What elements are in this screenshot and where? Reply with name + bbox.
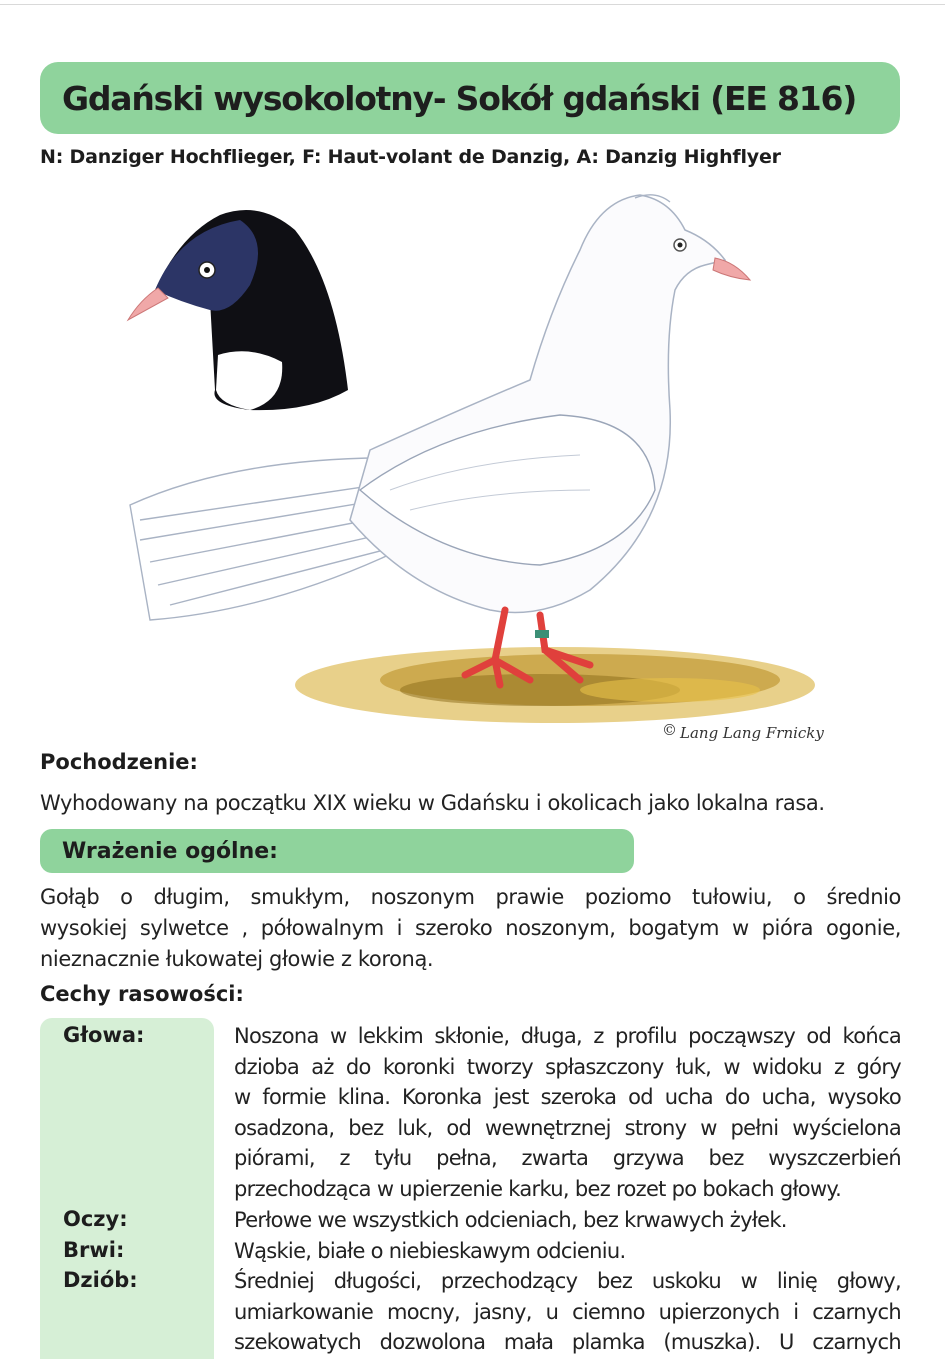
foreign-names: N: Danziger Hochflieger, F: Haut-volant de Danzig, A: Danzig Highflyer bbox=[40, 146, 781, 168]
trait-label-eyes: Oczy: bbox=[63, 1207, 128, 1231]
trait-label-brows: Brwi: bbox=[63, 1238, 125, 1262]
title-bar bbox=[40, 62, 900, 134]
leg-ring bbox=[535, 630, 549, 638]
pigeon-illustration bbox=[110, 190, 830, 750]
trait-line: piórami, z tyłu pełna, zwarta grzywa bez wyszczerbień bbox=[234, 1146, 901, 1171]
general-line: Gołąb o długim, smukłym, noszonym prawie poziomo tułowiu, o średnio bbox=[40, 885, 901, 909]
page-title: Gdański wysokolotny- Sokół gdański (EE 816) bbox=[62, 78, 857, 118]
trait-label-beak: Dziób: bbox=[63, 1268, 138, 1292]
traits-label-panel bbox=[40, 1018, 214, 1359]
breed-traits-heading: Cechy rasowości: bbox=[40, 982, 244, 1006]
trait-line: Średniej długości, przechodzący bez uskoku w linię głowy, bbox=[234, 1269, 901, 1293]
trait-line: szekowatych dozwolona mała plamka (muszka). U czarnych bbox=[234, 1330, 901, 1355]
svg-text:Lang Lang Frnicky: Lang Lang Frnicky bbox=[680, 724, 824, 742]
trait-line: dzioba aż do koronki tworzy spłaszczony łuk, w widoku z góry bbox=[234, 1054, 901, 1079]
artist-signature bbox=[662, 721, 824, 742]
trait-line: osadzona, bez luk, od wewnętrznej strony w pełni wyścielona bbox=[234, 1115, 901, 1140]
trait-label-head: Głowa: bbox=[63, 1023, 145, 1047]
trait-text-eyes bbox=[234, 1205, 901, 1236]
trait-line: przechodząca w upierzenie karku, bez rozet po bokach głowy. bbox=[234, 1176, 842, 1201]
general-line: nieznacznie łukowatej głowie z koroną. bbox=[40, 947, 434, 971]
trait-line: Noszona w lekkim skłonie, długa, z profilu począwszy od końca bbox=[234, 1024, 901, 1048]
general-heading: Wrażenie ogólne: bbox=[62, 838, 278, 864]
trait-text-beak bbox=[234, 1266, 901, 1358]
inset-head bbox=[128, 210, 348, 410]
trait-line: Perłowe we wszystkich odcieniach, bez krwawych żyłek. bbox=[234, 1208, 787, 1232]
general-text bbox=[40, 882, 901, 975]
trait-text-brows bbox=[234, 1236, 901, 1267]
top-rule bbox=[0, 4, 945, 5]
trait-line: w formie klina. Koronka jest szeroka od ucha do ucha, wysoko bbox=[234, 1085, 901, 1110]
origin-line: Wyhodowany na początku XIX wieku w Gdańsku i okolicach jako lokalna rasa. bbox=[40, 791, 825, 815]
pigeon-body bbox=[350, 195, 750, 613]
trait-line: Wąskie, białe o niebieskawym odcieniu. bbox=[234, 1239, 626, 1263]
origin-text bbox=[40, 788, 901, 819]
trait-line: umiarkowanie mocny, jasny, u ciemno upierzonych i czarnych bbox=[234, 1299, 901, 1324]
origin-heading: Pochodzenie: bbox=[40, 750, 198, 774]
general-heading-bar bbox=[40, 829, 634, 873]
trait-text-head bbox=[234, 1021, 901, 1205]
general-line: wysokiej sylwetce , półowalnym i szeroko noszonym, bogatym w pióra ogonie, bbox=[40, 916, 901, 940]
svg-text:©: © bbox=[662, 721, 677, 739]
